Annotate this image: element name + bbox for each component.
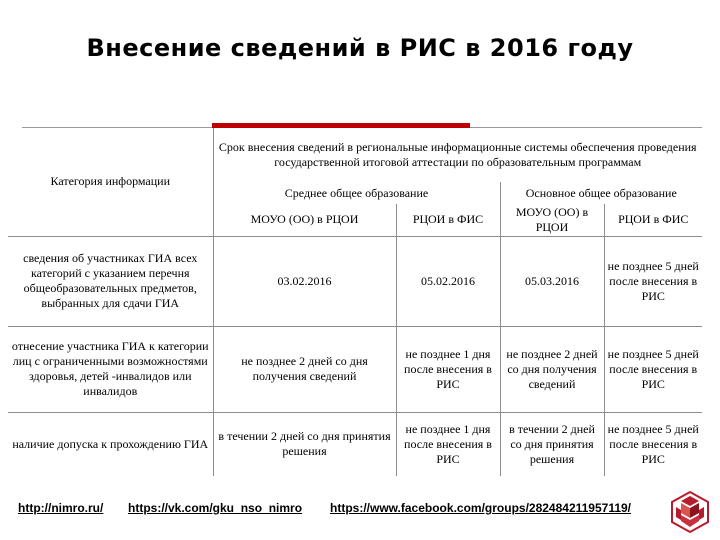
table-row (8, 326, 702, 412)
subheader-mouo-rcoi-basic: МОУО (ОО) в РЦОИ (500, 204, 604, 236)
row-value: не позднее 2 дней со дня получения сведений (500, 326, 604, 412)
level-header-secondary: Среднее общее образование (213, 182, 500, 204)
footer-link-nimro[interactable]: http://nimro.ru/ (18, 501, 104, 515)
footer-link-facebook[interactable]: https://www.facebook.com/groups/282484211957119/ (330, 501, 632, 515)
row-value: 03.02.2016 (213, 236, 396, 326)
row-value: не позднее 5 дней после внесения в РИС (604, 326, 702, 412)
category-header: Категория информации (50, 174, 171, 189)
table-row (8, 412, 702, 476)
row-value: не позднее 1 дня после внесения в РИС (396, 412, 500, 476)
subheader-rcoi-fis-basic: РЦОИ в ФИС (604, 204, 702, 236)
footer-link-vk[interactable]: https://vk.com/gku_nso_nimro (128, 501, 303, 515)
slide-title: Внесение сведений в РИС в 2016 году (86, 34, 634, 62)
row-value: не позднее 1 дня после внесения в РИС (396, 326, 500, 412)
info-table (8, 128, 702, 476)
row-category: отнесение участника ГИА к категории лиц с ограниченными возможностями здоровья, детей -инвалидов или инвалидов (8, 326, 213, 412)
row-value: в течении 2 дней со дня принятия решения (500, 412, 604, 476)
subheader-rcoi-fis-secondary: РЦОИ в ФИС (396, 204, 500, 236)
row-value: не позднее 5 дней после внесения в РИС (604, 236, 702, 326)
table-row (8, 236, 702, 326)
deadline-header: Срок внесения сведений в региональные информационные системы обеспечения проведения государственной итоговой аттестации по образовательным программам (213, 128, 702, 182)
subheader-mouo-rcoi-secondary: МОУО (ОО) в РЦОИ (213, 204, 396, 236)
row-category: наличие допуска к прохождению ГИА (8, 412, 213, 476)
footer-links (0, 497, 720, 527)
nimro-logo-icon (668, 490, 712, 534)
row-value: не позднее 2 дней со дня получения сведений (213, 326, 396, 412)
row-value: 05.03.2016 (500, 236, 604, 326)
row-category: сведения об участниках ГИА всех категорий с указанием перечня общеобразовательных предметов, выбранных для сдачи ГИА (8, 236, 213, 326)
row-value: 05.02.2016 (396, 236, 500, 326)
level-header-basic: Основное общее образование (500, 182, 702, 204)
row-value: в течении 2 дней со дня принятия решения (213, 412, 396, 476)
row-value: не позднее 5 дней после внесения в РИС (604, 412, 702, 476)
